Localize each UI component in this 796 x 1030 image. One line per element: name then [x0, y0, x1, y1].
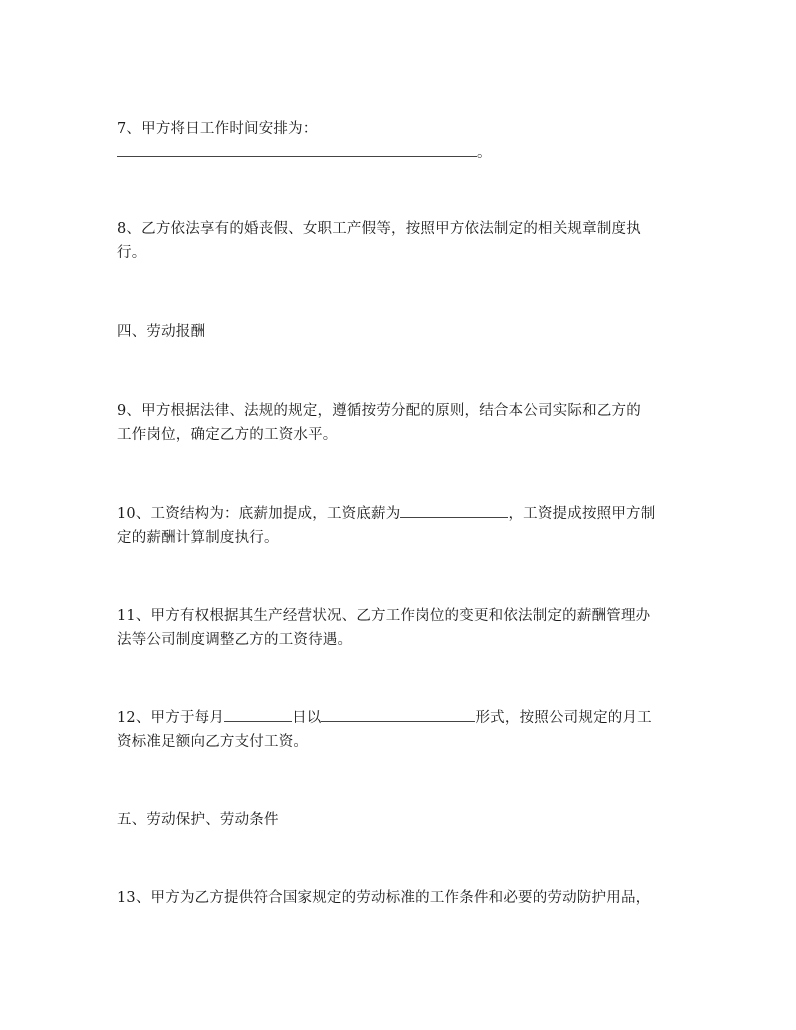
clause-12-line2: 资标准足额向乙方支付工资。: [117, 734, 309, 750]
clause-12-text-b: 日以: [292, 710, 322, 726]
clause-10-text-b: ，工资提成按照甲方制: [508, 506, 656, 522]
clause-11-line2: 法等公司制度调整乙方的工资待遇。: [117, 632, 353, 648]
clause-10-line1: [117, 502, 687, 526]
fill-in-blank: [117, 142, 477, 157]
fill-in-blank: [224, 707, 292, 722]
clause-7: [117, 117, 687, 165]
clause-12-line1: [117, 706, 687, 730]
clause-12-text-c: 形式，按照公司规定的月工: [475, 710, 652, 726]
clause-8-line2: 行。: [117, 245, 147, 261]
clause-11-line1: 11、甲方有权根据其生产经营状况、乙方工作岗位的变更和依法制定的薪酬管理办: [117, 608, 651, 624]
fill-in-blank: [400, 503, 508, 518]
clause-11: [117, 604, 687, 652]
fill-in-blank: [321, 707, 475, 722]
clause-10-line2: 定的薪酬计算制度执行。: [117, 530, 279, 546]
clause-9-line2: 工作岗位，确定乙方的工资水平。: [117, 427, 338, 443]
clause-7-tail: 。: [477, 145, 492, 161]
clause-10-text-a: 10、工资结构为：底薪加提成，工资底薪为: [117, 506, 401, 522]
clause-8: [117, 217, 687, 265]
clause-9: [117, 399, 687, 447]
clause-10: [117, 502, 687, 550]
clause-12: [117, 706, 687, 754]
clause-12-text-a: 12、甲方于每月: [117, 710, 225, 726]
clause-8-line1: 8、乙方依法享有的婚丧假、女职工产假等，按照甲方依法制定的相关规章制度执: [117, 221, 641, 237]
clause-9-line1: 9、甲方根据法律、法规的规定，遵循按劳分配的原则，结合本公司实际和乙方的: [117, 403, 641, 419]
section-heading-4: 四、劳动报酬: [117, 324, 206, 340]
clause-13: [117, 886, 687, 910]
section-heading-5: 五、劳动保护、劳动条件: [117, 812, 279, 828]
clause-7-blank-line: [117, 141, 687, 165]
clause-13-line1: 13、甲方为乙方提供符合国家规定的劳动标准的工作条件和必要的劳动防护用品，: [117, 890, 651, 906]
clause-7-text: 7、甲方将日工作时间安排为：: [117, 121, 318, 137]
